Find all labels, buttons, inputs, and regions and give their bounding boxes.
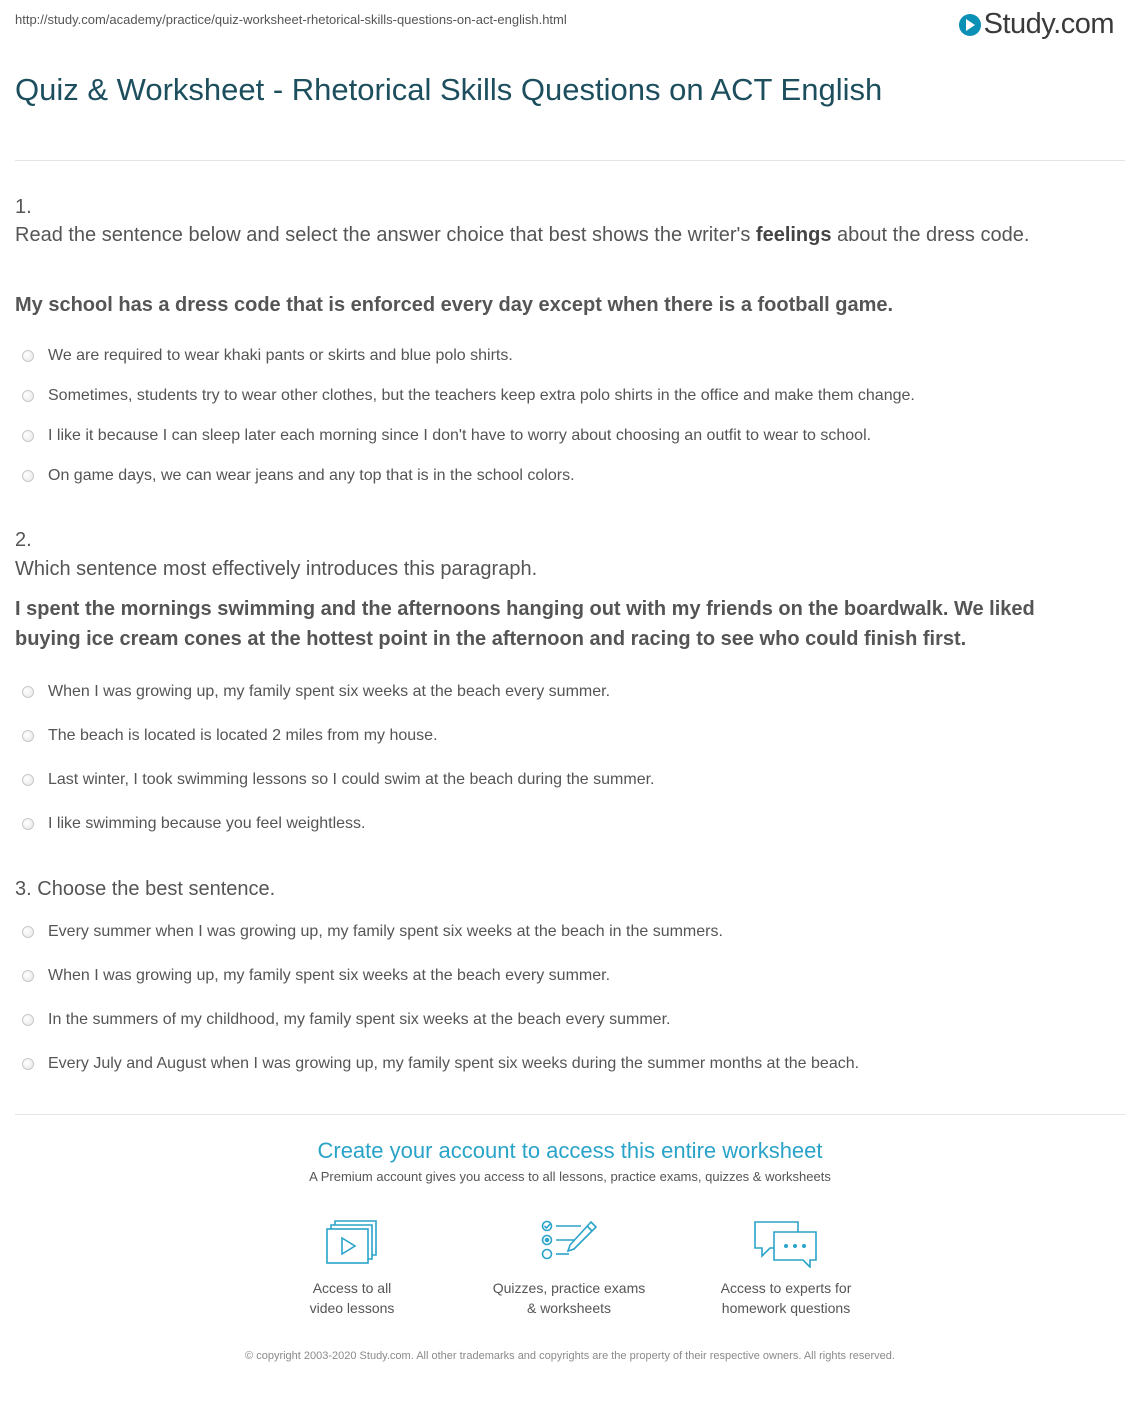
question-3-prompt-text: Choose the best sentence. — [37, 878, 276, 900]
question-2-option-4[interactable] — [22, 815, 365, 833]
question-3-option-4[interactable] — [22, 1055, 859, 1073]
copyright-notice: © copyright 2003-2020 Study.com. All other trademarks and copyrights are the property of their respective owners. All rights reserved. — [245, 1350, 895, 1362]
question-1-option-3[interactable] — [22, 427, 871, 445]
question-3-option-3[interactable] — [22, 1011, 670, 1029]
cta-divider — [15, 1114, 1125, 1115]
create-account-link[interactable]: Create your account to access this entire worksheet — [317, 1138, 823, 1163]
question-1-prompt — [15, 220, 1105, 250]
question-1-option-2[interactable] — [22, 387, 915, 405]
radio-button[interactable] — [22, 350, 34, 362]
option-label: The beach is located is located 2 miles from my house. — [48, 727, 438, 744]
feature-label — [696, 1278, 876, 1318]
question-3-number: 3. — [15, 878, 32, 900]
question-1-stem: My school has a dress code that is enforced every day except when there is a football game. — [15, 294, 894, 316]
feature-line-1: Access to all — [312, 1280, 392, 1296]
feature-line-1: Access to experts for — [720, 1280, 852, 1296]
logo-text: Study.com — [983, 8, 1114, 40]
radio-button[interactable] — [22, 730, 34, 742]
question-2-option-2[interactable] — [22, 727, 438, 745]
radio-button[interactable] — [22, 774, 34, 786]
feature-line-2: video lessons — [309, 1300, 395, 1316]
video-lesson-icon — [326, 1220, 378, 1264]
option-label: When I was growing up, my family spent six weeks at the beach every summer. — [48, 967, 611, 984]
feature-line-2: homework questions — [721, 1300, 851, 1316]
chat-bubbles-icon — [754, 1220, 818, 1268]
option-label: I like it because I can sleep later each morning since I don't have to worry about choosing an outfit to wear to school. — [48, 427, 872, 444]
question-1-prompt-end: about the dress code. — [831, 224, 1030, 246]
option-label: Last winter, I took swimming lessons so I could swim at the beach during the summer. — [48, 771, 655, 788]
radio-button[interactable] — [22, 1014, 34, 1026]
question-1-option-1[interactable] — [22, 347, 513, 365]
option-label: On game days, we can wear jeans and any top that is in the school colors. — [48, 467, 575, 484]
radio-button[interactable] — [22, 686, 34, 698]
quiz-checklist-icon — [541, 1220, 597, 1264]
radio-button[interactable] — [22, 926, 34, 938]
study-logo[interactable] — [959, 8, 1114, 41]
radio-button[interactable] — [22, 390, 34, 402]
title-divider — [15, 160, 1125, 161]
play-logo-icon — [959, 14, 981, 36]
page-url: http://study.com/academy/practice/quiz-worksheet-rhetorical-skills-questions-on-act-english.html — [15, 12, 567, 27]
page-title: Quiz & Worksheet - Rhetorical Skills Questions on ACT English — [15, 72, 883, 107]
radio-button[interactable] — [22, 1058, 34, 1070]
radio-button[interactable] — [22, 430, 34, 442]
question-1-option-4[interactable] — [22, 467, 575, 485]
question-2-option-1[interactable] — [22, 683, 610, 701]
feature-line-1: Quizzes, practice exams — [492, 1280, 646, 1296]
feature-video-lessons — [262, 1220, 442, 1318]
option-label: Every summer when I was growing up, my family spent six weeks at the beach in the summers. — [48, 923, 723, 940]
question-1-prompt-emphasis: feelings — [755, 224, 832, 246]
option-label: Sometimes, students try to wear other clothes, but the teachers keep extra polo shirts in the office and make them change. — [48, 387, 915, 404]
feature-label — [479, 1278, 659, 1318]
question-1-number: 1. — [15, 196, 32, 218]
feature-experts — [696, 1220, 876, 1318]
feature-label — [262, 1278, 442, 1318]
question-3-prompt — [15, 874, 1105, 904]
question-2-option-3[interactable] — [22, 771, 655, 789]
option-label: In the summers of my childhood, my family spent six weeks at the beach every summer. — [48, 1011, 671, 1028]
question-3-option-2[interactable] — [22, 967, 610, 985]
radio-button[interactable] — [22, 818, 34, 830]
radio-button[interactable] — [22, 470, 34, 482]
feature-line-2: & worksheets — [526, 1300, 612, 1316]
radio-button[interactable] — [22, 970, 34, 982]
option-label: We are required to wear khaki pants or skirts and blue polo shirts. — [48, 347, 513, 364]
feature-quizzes — [479, 1220, 659, 1318]
question-3-option-1[interactable] — [22, 923, 723, 941]
option-label: Every July and August when I was growing up, my family spent six weeks during the summer months at the beach. — [48, 1055, 860, 1072]
question-2-number: 2. — [15, 529, 32, 551]
question-2-prompt: Which sentence most effectively introduces this paragraph. — [15, 558, 538, 580]
option-label: I like swimming because you feel weightless. — [48, 815, 366, 832]
option-label: When I was growing up, my family spent six weeks at the beach every summer. — [48, 683, 611, 700]
question-1-prompt-start: Read the sentence below and select the answer choice that best shows the writer's — [15, 224, 756, 246]
cta-subtitle: A Premium account gives you access to all lessons, practice exams, quizzes & worksheets — [309, 1169, 831, 1184]
question-2-stem: I spent the mornings swimming and the afternoons hanging out with my friends on the boardwalk. We liked buying ice cream cones at the hottest point in the afternoon and racing to see who could finish first. — [15, 598, 1035, 650]
